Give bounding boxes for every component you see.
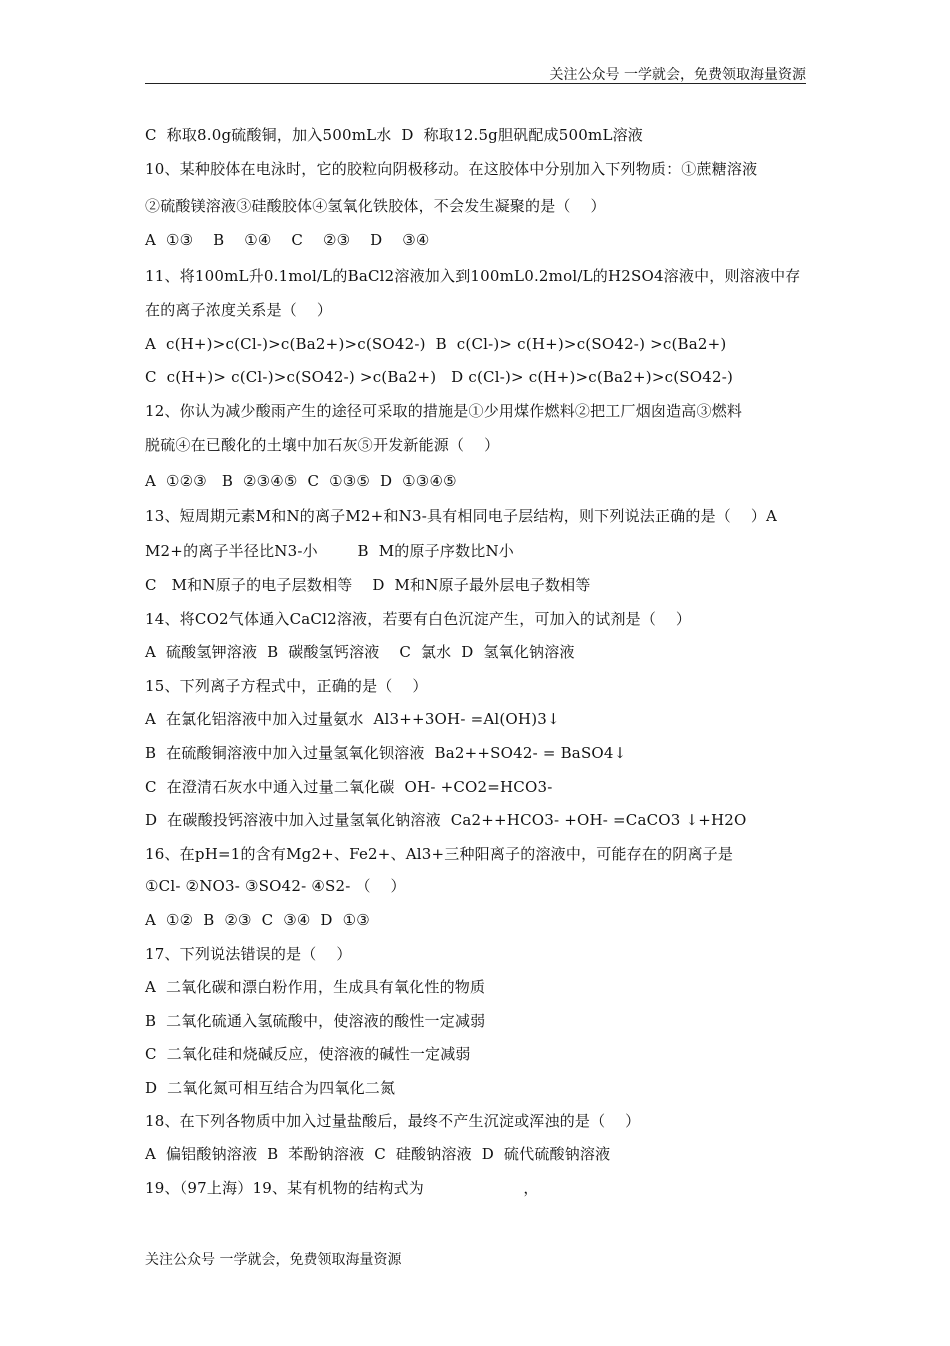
text-line: A 偏铝酸钠溶液 B 苯酚钠溶液 C 硅酸钠溶液 D 硫代硫酸钠溶液 xyxy=(145,1145,611,1163)
text-line: 13、短周期元素M和N的离子M2+和N3-具有相同电子层结构，则下列说法正确的是（ ）A xyxy=(145,507,778,525)
page-footer: 关注公众号 一学就会，免费领取海量资源 xyxy=(145,1252,402,1268)
text-line: C 二氧化硅和烧碱反应，使溶液的碱性一定减弱 xyxy=(145,1045,471,1063)
text-line: 15、下列离子方程式中，正确的是（ ） xyxy=(145,677,428,695)
text-line: A 在氯化铝溶液中加入过量氨水 Al3++3OH- =Al(OH)3↓ xyxy=(145,710,560,728)
text-line: 12、你认为减少酸雨产生的途径可采取的措施是①少用煤作燃料②把工厂烟囱造高③燃料 xyxy=(145,402,743,420)
text-line: 18、在下列各物质中加入过量盐酸后，最终不产生沉淀或浑浊的是（ ） xyxy=(145,1112,641,1130)
text-line: A ①②③ B ②③④⑤ C ①③⑤ D ①③④⑤ xyxy=(145,472,457,490)
text-line: D 在碳酸投钙溶液中加入过量氢氧化钠溶液 Ca2++HCO3- +OH- =CaCO3 ↓+H2O xyxy=(145,811,747,829)
text-line: B 二氧化硫通入氢硫酸中，使溶液的酸性一定减弱 xyxy=(145,1012,486,1030)
text-line: A c(H+)>c(Cl-)>c(Ba2+)>c(SO42-) B c(Cl-)> c(H+)>c(SO42-) >c(Ba2+) xyxy=(145,335,727,353)
text-line: 在的离子浓度关系是（ ） xyxy=(145,301,333,319)
text-line: C 在澄清石灰水中通入过量二氧化碳 OH- +CO2=HCO3- xyxy=(145,778,553,796)
text-line: C M和N原子的电子层数相等 D M和N原子最外层电子数相等 xyxy=(145,576,591,594)
header-rule xyxy=(145,83,806,84)
text-line: 10、某种胶体在电泳时，它的胶粒向阴极移动。在这胶体中分别加入下列物质：①蔗糖溶液 xyxy=(145,160,758,178)
text-line: 11、将100mL升0.1mol/L的BaCl2溶液加入到100mL0.2mol/L的H2SO4溶液中，则溶液中存 xyxy=(145,267,801,285)
text-line: 19、（97上海）19、某有机物的结构式为 ， xyxy=(145,1179,539,1197)
text-line: A 二氧化碳和漂白粉作用，生成具有氧化性的物质 xyxy=(145,978,486,996)
text-line: C 称取8.0g硫酸铜，加入500mL水 D 称取12.5g胆矾配成500mL溶液 xyxy=(145,126,644,144)
text-line: C c(H+)> c(Cl-)>c(SO42-) >c(Ba2+) D c(Cl-)> c(H+)>c(Ba2+)>c(SO42-) xyxy=(145,368,734,386)
text-line: ②硫酸镁溶液③硅酸胶体④氢氧化铁胶体，不会发生凝聚的是（ ） xyxy=(145,197,606,215)
text-line: A 硫酸氢钾溶液 B 碳酸氢钙溶液 C 氯水 D 氢氧化钠溶液 xyxy=(145,643,575,661)
text-line: A ①③ B ①④ C ②③ D ③④ xyxy=(145,231,430,249)
text-line: 17、下列说法错误的是（ ） xyxy=(145,945,352,963)
text-line: D 二氧化氮可相互结合为四氧化二氮 xyxy=(145,1079,396,1097)
text-line: ①Cl- ②NO3- ③SO42- ④S2- （ ） xyxy=(145,877,406,895)
text-line: 脱硫④在已酸化的土壤中加石灰⑤开发新能源（ ） xyxy=(145,436,500,454)
text-line: 14、将CO2气体通入CaCl2溶液，若要有白色沉淀产生，可加入的试剂是（ ） xyxy=(145,610,692,628)
text-line: B 在硫酸铜溶液中加入过量氢氧化钡溶液 Ba2++SO42- = BaSO4↓ xyxy=(145,744,627,762)
text-line: M2+的离子半径比N3-小 B M的原子序数比N小 xyxy=(145,542,514,560)
text-line: A ①② B ②③ C ③④ D ①③ xyxy=(145,911,370,929)
text-line: 16、在pH=1的含有Mg2+、Fe2+、Al3+三种阳离子的溶液中，可能存在的阴离子是 xyxy=(145,845,734,863)
page-header: 关注公众号 一学就会，免费领取海量资源 xyxy=(549,67,806,83)
